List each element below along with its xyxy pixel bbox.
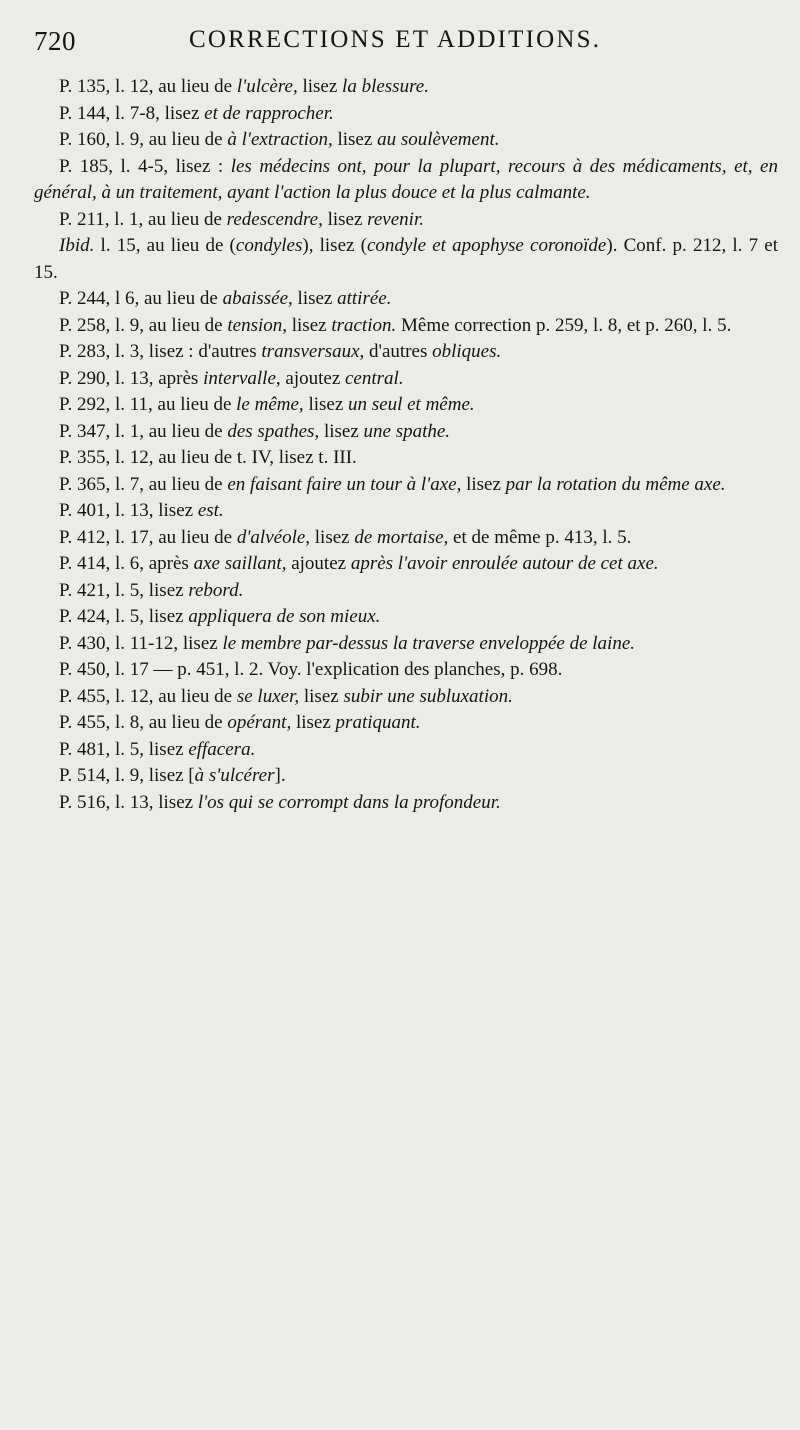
italic-text: intervalle,	[203, 367, 281, 389]
italic-text: attirée.	[337, 288, 392, 309]
italic-text: condyles	[235, 235, 303, 256]
entry-text: et de même p. 413, l. 5.	[448, 526, 632, 548]
correction-entry	[34, 286, 778, 313]
entry-text: P. 514, l. 9, lisez [	[59, 765, 195, 786]
italic-text: axe saillant,	[193, 553, 287, 574]
correction-entry	[34, 339, 778, 366]
entry-text: Même correction p. 259, l. 8, et p. 260, l. 5.	[396, 314, 732, 336]
italic-text: à l'extraction,	[227, 129, 333, 150]
italic-text: redescendre,	[226, 208, 323, 230]
italic-text: transversaux,	[261, 341, 365, 362]
correction-entry	[34, 101, 778, 128]
correction-entry	[34, 127, 778, 154]
entry-text: P. 365, l. 7, au lieu de	[59, 473, 228, 495]
entry-text: d'autres	[364, 341, 433, 362]
entry-text: P. 290, l. 13, après	[59, 367, 204, 389]
entry-text: P. 401, l. 13, lisez	[59, 500, 198, 521]
italic-text: se luxer,	[236, 685, 300, 707]
italic-text: l'os qui se corrompt dans la profondeur.	[197, 791, 501, 813]
italic-text: appliquera de son mieux.	[188, 606, 381, 627]
correction-entry	[34, 710, 778, 737]
italic-text: au soulèvement.	[377, 129, 500, 150]
italic-text: condyle et apophyse coronoïde	[366, 235, 607, 256]
italic-text: des spathes,	[227, 420, 320, 442]
correction-entry	[34, 74, 778, 101]
correction-entry	[34, 498, 778, 525]
italic-text: Ibid.	[59, 235, 95, 256]
italic-text: le même,	[236, 394, 304, 415]
correction-entry	[34, 604, 778, 631]
entry-text: lisez	[322, 208, 368, 230]
entry-text: ].	[274, 765, 286, 786]
italic-text: revenir.	[367, 208, 424, 230]
correction-entry	[34, 366, 778, 393]
entry-text: P. 258, l. 9, au lieu de	[59, 314, 228, 336]
correction-entry	[34, 631, 778, 658]
running-title: CORRECTIONS ET ADDITIONS.	[189, 26, 602, 53]
entry-text: ). Conf. p. 212, l. 7 et 15.	[34, 235, 778, 283]
italic-text: un seul et même.	[348, 394, 475, 415]
entry-text: lisez	[297, 76, 343, 97]
correction-entry	[34, 419, 778, 446]
italic-text: l'ulcère,	[236, 76, 298, 97]
entry-text: lisez	[461, 473, 506, 495]
italic-text: une spathe.	[363, 420, 451, 442]
entry-text: P. 481, l. 5, lisez	[59, 738, 189, 760]
entry-text: lisez	[291, 712, 336, 733]
italic-text: à s'ulcérer	[194, 765, 275, 786]
italic-text: est.	[197, 500, 224, 521]
italic-text: en faisant faire un tour à l'axe,	[227, 473, 462, 495]
italic-text: central.	[345, 367, 404, 389]
correction-entry	[34, 392, 778, 419]
entry-text: P. 450, l. 17 — p. 451, l. 2. Voy. l'explication des planches, p. 698.	[59, 659, 563, 680]
entry-text: P. 185, l. 4-5, lisez :	[59, 155, 231, 177]
correction-entry	[34, 578, 778, 605]
entry-text: P. 430, l. 11-12, lisez	[59, 632, 223, 654]
italic-text: d'alvéole,	[236, 526, 311, 548]
correction-entry	[34, 207, 778, 234]
correction-entry	[34, 763, 778, 790]
entry-text: P. 516, l. 13, lisez	[59, 791, 198, 813]
entry-text: P. 292, l. 11, au lieu de	[59, 394, 237, 415]
correction-entry	[34, 551, 778, 578]
entry-text: lisez	[332, 129, 378, 150]
italic-text: tension,	[227, 314, 287, 336]
entry-text: lisez	[319, 420, 364, 442]
page-header	[34, 26, 774, 66]
page-number: 720	[34, 26, 76, 56]
correction-entry	[34, 684, 778, 711]
correction-entry	[34, 233, 778, 286]
italic-text: pratiquant.	[335, 712, 421, 733]
entry-text: P. 160, l. 9, au lieu de	[59, 129, 228, 150]
entry-text: P. 455, l. 8, au lieu de	[59, 712, 228, 733]
entry-text: ), lisez (	[302, 235, 367, 256]
entry-text: P. 283, l. 3, lisez : d'autres	[59, 341, 262, 362]
correction-entry	[34, 313, 778, 340]
italic-text: opérant,	[227, 712, 292, 733]
entry-text: lisez	[292, 288, 338, 309]
italic-text: traction.	[331, 314, 397, 336]
entry-text: P. 347, l. 1, au lieu de	[59, 420, 228, 442]
entry-text: lisez	[310, 526, 355, 548]
italic-text: le membre par-dessus la traverse enveloppée de laine.	[222, 632, 636, 654]
entry-text: l. 15, au lieu de (	[94, 235, 236, 256]
corrections-list	[34, 74, 778, 816]
entry-text: P. 424, l. 5, lisez	[59, 606, 189, 627]
correction-entry	[34, 472, 778, 499]
italic-text: obliques.	[432, 341, 502, 362]
italic-text: les médecins ont, pour la plupart, recours à des médicaments, et, en général, à un traitement, ayant l'action la plus douce et la plus calmante.	[34, 155, 778, 203]
entry-text: lisez	[303, 394, 349, 415]
italic-text: rebord.	[188, 579, 244, 601]
entry-text: P. 244, l 6, au lieu de	[59, 288, 223, 309]
italic-text: effacera.	[188, 738, 256, 760]
entry-text: P. 211, l. 1, au lieu de	[59, 208, 227, 230]
entry-text: P. 455, l. 12, au lieu de	[59, 685, 237, 707]
correction-entry	[34, 737, 778, 764]
italic-text: après l'avoir enroulée autour de cet axe.	[350, 553, 659, 574]
correction-entry	[34, 790, 778, 817]
entry-text: P. 355, l. 12, au lieu de t. IV, lisez t. III.	[59, 447, 357, 468]
correction-entry	[34, 154, 778, 207]
italic-text: abaissée,	[222, 288, 293, 309]
italic-text: la blessure.	[342, 76, 429, 97]
entry-text: lisez	[299, 685, 344, 707]
italic-text: par la rotation du même axe.	[505, 473, 726, 495]
entry-text: P. 412, l. 17, au lieu de	[59, 526, 237, 548]
italic-text: de mortaise,	[354, 526, 449, 548]
entry-text: P. 421, l. 5, lisez	[59, 579, 189, 601]
entry-text: ajoutez	[280, 367, 345, 389]
correction-entry	[34, 445, 778, 472]
correction-entry	[34, 525, 778, 552]
entry-text: P. 414, l. 6, après	[59, 553, 194, 574]
correction-entry	[34, 657, 778, 684]
entry-text: lisez	[287, 314, 332, 336]
italic-text: subir une subluxation.	[343, 685, 513, 707]
entry-text: P. 135, l. 12, au lieu de	[59, 76, 237, 97]
entry-text: P. 144, l. 7-8, lisez	[59, 102, 205, 124]
italic-text: et de rapprocher.	[204, 102, 334, 124]
entry-text: ajoutez	[286, 553, 351, 574]
